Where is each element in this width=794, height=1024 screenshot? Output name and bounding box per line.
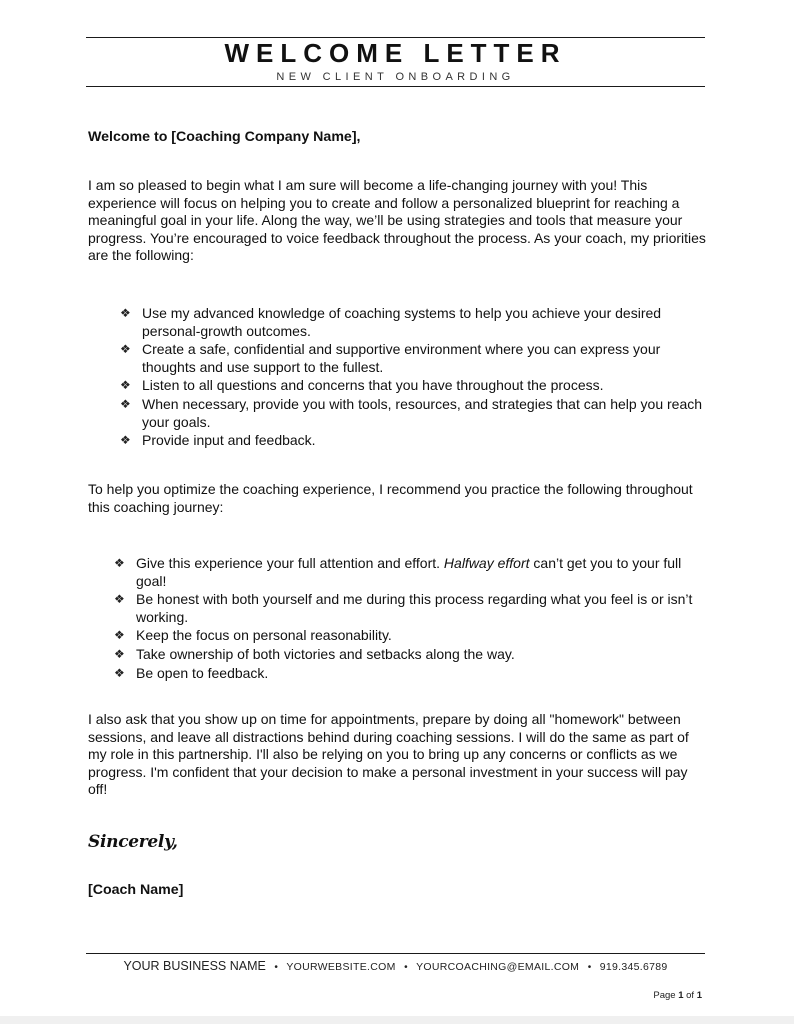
diamond-bullet-icon: ❖ [114,592,125,607]
diamond-bullet-icon: ❖ [120,306,131,320]
separator-dot: • [404,962,408,973]
page-number: Page 1 of 1 [653,990,702,1001]
list-item: ❖ When necessary, provide you with tools, resources, and strategies that can help you reach your goals. [120,395,703,430]
greeting: Welcome to [Coaching Company Name], [88,129,361,145]
list-item: ❖ Listen to all questions and concerns that you have throughout the process. [120,377,604,394]
header-bottom-rule [86,86,705,87]
diamond-bullet-icon: ❖ [120,396,131,411]
document-title: WELCOME LETTER [224,38,567,68]
list-item: ❖ Keep the focus on personal reasonability. [114,627,392,644]
email-link[interactable]: YOURCOACHING@EMAIL.COM [416,961,580,973]
footer-rule [86,953,705,954]
diamond-bullet-icon: ❖ [114,665,125,680]
list-item: ❖ Take ownership of both victories and setbacks along the way. [114,645,515,662]
footer-contact [86,959,705,973]
diamond-bullet-icon: ❖ [120,378,131,393]
closing-paragraph: I also ask that you show up on time for appointments, prepare by doing all "homework" between sessions, and leave all distractions behind during coaching sessions. I will do the same as part of my role in this partnership. I'll also be relying on you to bring up any concerns or conflicts as we progress. I'm confident that your decision to make a personal investment in your success will pay off! [88,711,689,798]
phone-number: 919.345.6789 [599,961,668,973]
page-bottom-band [0,1016,794,1024]
emphasis-text: Halfway effort [443,555,530,571]
diamond-bullet-icon: ❖ [120,433,131,448]
list-item: ❖ Provide input and feedback. [120,432,316,449]
coach-name: [Coach Name] [88,882,184,898]
website-link[interactable]: YOURWEBSITE.COM [286,961,396,973]
priorities-list [120,305,710,451]
business-name: YOUR BUSINESS NAME [123,959,266,973]
list-item: ❖ Create a safe, confidential and supportive environment where you can express your thoughts and use support to the fullest. [120,341,661,375]
diamond-bullet-icon: ❖ [114,556,125,570]
list-item: ❖ Be open to feedback. [114,664,269,681]
document-subtitle: NEW CLIENT ONBOARDING [276,71,515,83]
intro-paragraph: I am so pleased to begin what I am sure will become a life-changing journey with you! This experience will focus on helping you to create and follow a personalized blueprint for reaching a meaningful goal in your life. Along the way, we’ll be using strategies and tools that measure your progress. You’re encouraged to voice feedback throughout the process. As your coach, my priorities are the following: [88,177,706,264]
separator-dot: • [274,962,278,973]
recommend-paragraph: To help you optimize the coaching experience, I recommend you practice the following throughout this coaching journey: [88,481,693,515]
separator-dot: • [587,962,592,973]
diamond-bullet-icon: ❖ [120,342,131,357]
list-item: ❖ Be honest with both yourself and me during this process regarding what you feel is or isn’t working. [114,591,693,625]
practices-list [114,555,704,683]
list-item: ❖ Give this experience your full attention and effort. Halfway effort can’t get you to your full goal! [114,555,682,589]
signoff: Sincerely, [88,832,178,852]
diamond-bullet-icon: ❖ [114,628,125,643]
list-item: ❖ Use my advanced knowledge of coaching systems to help you achieve your desired personal-growth outcomes. [120,305,662,339]
diamond-bullet-icon: ❖ [114,646,125,661]
